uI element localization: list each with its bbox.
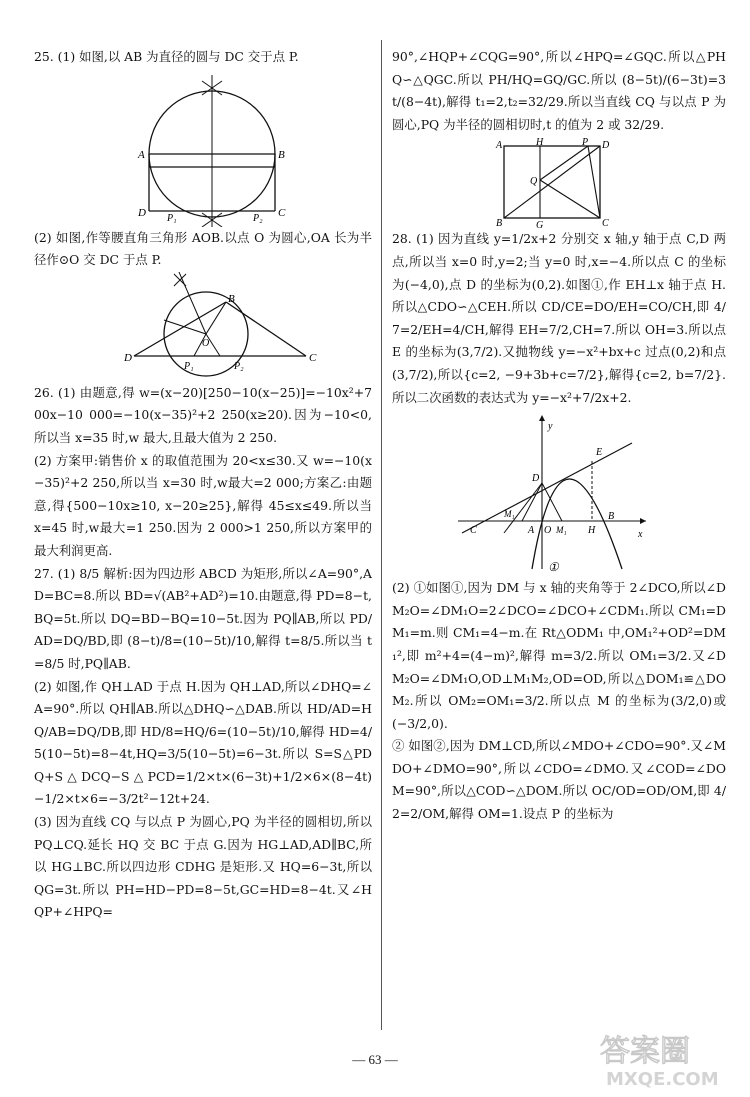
label-x: x [638,529,643,541]
label-B28: B [608,511,615,523]
label-A28: A [528,525,535,537]
label-B27: B [496,218,503,229]
figure-28-parabola [392,409,726,577]
label-P27: P [582,137,589,149]
label-H27: H [536,137,544,149]
figure-25-circle [34,69,372,227]
label-y: y [548,421,553,433]
q25-part1: 25. (1) 如图,以 AB 为直径的圆与 DC 交于点 P. [34,49,299,64]
watermark-text-url: MXQE.COM [606,1069,719,1090]
label-D: D [138,206,146,219]
label-C28: C [470,525,477,537]
q25-part2: (2) 如图,作等腰直角三角形 AOB.以点 O 为圆心,OA 长为半径作⊙O 交 DC 于点 P. [34,229,372,268]
label-G27: G [536,220,544,229]
label-P1b: P₁ [184,360,194,372]
q27-part3: (3) 因为直线 CQ 与以点 P 为圆心,PQ 为半径的圆相切,所以 PQ⊥CQ.延长 HQ 交 BC 于点 G.因为 HG⊥AD,AD∥BC,所以 HG⊥BC.所以四边形 CDHG 是矩形.又 HQ=6−3t,所以 QG=3t.所以 PH=HD−PD=8−5t,GC=HD=8−4t.又∠HQP+∠HPQ= [34,814,372,920]
label-O28: O [544,525,552,537]
q27-part1: 27. (1) 8/5 解析:因为四边形 ABCD 为矩形,所以∠A=90°,AD=BC=8.所以 BD=√(AB²+AD²)=10.由题意,得 PD=8−t,BQ=5t.所以 DQ=BD−BQ=10−5t.因为 PQ∥AB,所以 PD/AD=DQ/BD,即 (8−t)/8=(10−5t)/10,解得 t=8/5.所以当 t=8/5 时,PQ∥AB. [34,565,372,671]
label-A: A [138,148,145,161]
label-A27: A [496,140,503,152]
label-D28: D [532,473,540,485]
label-H28: H [588,525,596,537]
q28-part2: (2) ①如图①,因为 DM 与 x 轴的夹角等于 2∠DCO,所以∠DM₂O=∠DM₁O=2∠DCO=∠DCO+∠CDM₁.所以 CM₁=DM₁=m.则 CM₁=4−m.在 Rt△ODM₁ 中,OM₁²+OD²=DM₁²,即 m²+4=(4−m)²,解得 m=3/2.所以 OM₁=3/2.又∠DM₂O=∠DM₁O,OD⊥M₁M₂,OD=OD,所以△DOM₁≌△DOM₂.所以 OM₂=OM₁=3/2.所以点 M 的坐标为(3/2,0)或(−3/2,0). [392,580,726,731]
label-P2b: P₂ [234,360,244,372]
q27-part4: 90°,∠HQP+∠CQG=90°,所以∠HPQ=∠GQC.所以△PHQ∽△QGC.所以 PH/HQ=GQ/GC.所以 (8−5t)/(6−3t)=3t/(8−4t),解得 t₁=2,t₂=32/29.所以当直线 CQ 与以点 P 为圆心,PQ 为半径的圆相切时,t 的值为 2 或 32/29. [392,49,726,132]
q28-part3: ② 如图②,因为 DM⊥CD,所以∠MDO+∠CDO=90°.又∠MDO+∠DMO=90°,所以∠CDO=∠DMO.又∠COD=∠DOM=90°,所以△COD∽△DOM.所以 OC/OD=OD/OM,即 4/2=2/OM,解得 OM=1.设点 P 的坐标为 [392,738,726,822]
q26-part1: 26. (1) 由题意,得 w=(x−20)[250−10(x−25)]=−10x²+700x−10 000=−10(x−35)²+2 250(x≥20).因为−10<0,所以当 x=35 时,w 最大,且最大值为 2 250. [34,384,372,445]
watermark-logo [592,1027,742,1091]
label-Q27: Q [530,176,538,188]
label-P2: P₂ [253,212,263,224]
label-M1-left: M₁ [504,509,515,520]
column-divider [381,40,382,1030]
label-E: E [596,447,603,459]
q28-part1: 28. (1) 因为直线 y=1/2x+2 分别交 x 轴,y 轴于点 C,D 两点,所以当 x=0 时,y=2;当 y=0 时,x=−4.所以点 C 的坐标为(−4,0),点 D 的坐标为(0,2).如图①,作 EH⊥x 轴于点 H.所以△CDO∽△CEH.所以 CD/CE=DO/EH=CO/CH,即 4/7=2/EH=4/CH,解得 EH=7/2,CH=7.所以 OH=3.所以点 E 的坐标为(3,7/2).又抛物线 y=−x²+bx+c 过点(0,2)和点(3,7/2),所以{c=2, −9+3b+c=7/2},解得{c=2, b=7/2}.所以二次函数的表达式为 y=−x²+7/2x+2. [392,231,726,405]
label-D2: D [124,351,132,364]
figure-caption: ① [548,560,559,575]
label-C: C [278,206,286,219]
q26-part2: (2) 方案甲:销售价 x 的取值范围为 20<x≤30.又 w=−10(x−35)²+2 250,所以当 x=30 时,w最大=2 000;方案乙:由题意,得{500−10x≥10, x−20≥25},解得 45≤x≤49.所以当 x=45 时,w最大=1 250.因为 2 000>1 250,所以方案甲的最大利润更高. [34,452,372,558]
label-C2: C [309,351,317,364]
label-B: B [278,148,285,161]
label-O: O [202,337,210,349]
page-number: — 63 — [352,1052,398,1067]
figure-27-rectangle [392,136,726,228]
label-P1: P₁ [167,212,177,224]
right-column [392,46,726,826]
left-column [34,46,372,924]
q27-part2: (2) 如图,作 QH⊥AD 于点 H.因为 QH⊥AD,所以∠DHQ=∠A=90°.所以 QH∥AB.所以△DHQ∽△DAB.所以 HD/AD=HQ/AB=DQ/DB,即 HD/8=HQ/6=(10−5t)/10,解得 HD=4/5(10−5t)=8−4t,HQ=3/5(10−5t)=6−3t.所以 S=S△PDQ+S△DCQ−S△PCD=1/2×t×(6−3t)+1/2×6×(8−4t)−1/2×t×6=−3/2t²−12t+24. [34,678,372,807]
figure-25-triangle [34,272,372,382]
watermark-text-cn: 答案圈 [600,1034,690,1069]
label-M1-right: M₁ [556,525,567,536]
label-B2: B [228,292,235,305]
label-C27: C [602,218,609,229]
label-D27: D [602,140,610,152]
